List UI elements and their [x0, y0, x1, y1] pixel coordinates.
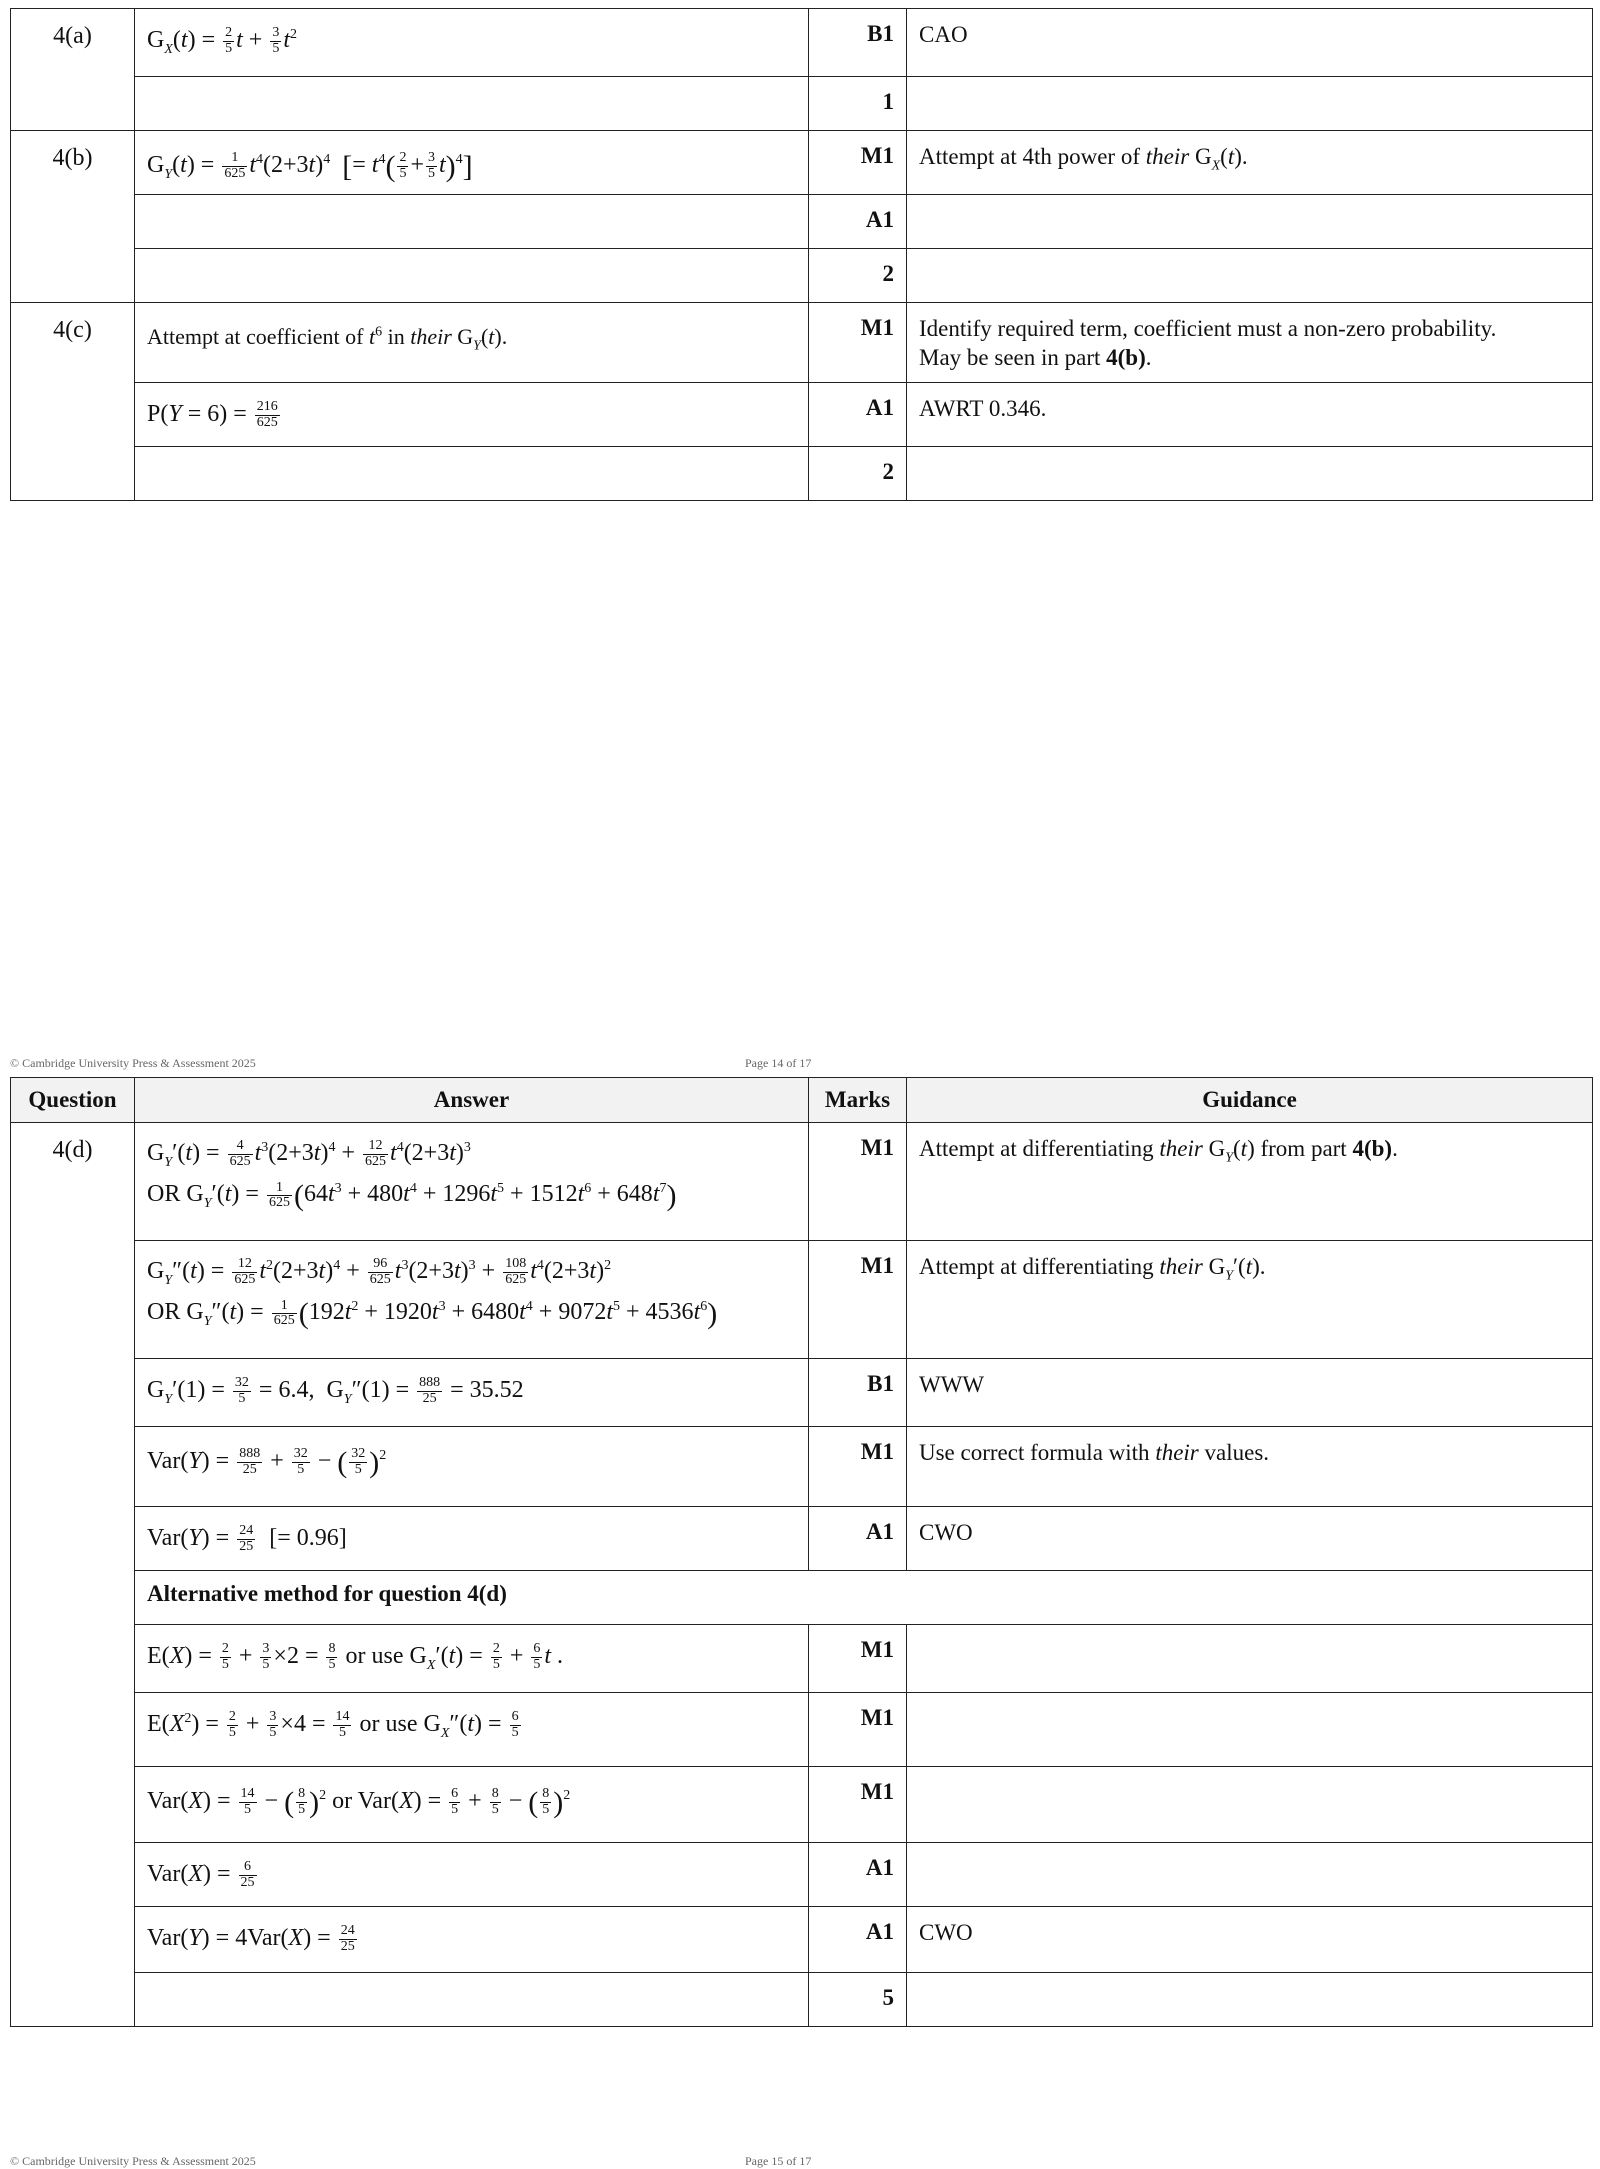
answer-cell: $G_Y(t)$ = $\frac{1}{625}$ $t^4(2+3t)^4$ [= $t^4$( $\frac{2}{5}$ + $\frac{3}{5}$ t)$^4$]: [135, 131, 809, 195]
header-answer: Answer: [135, 1078, 809, 1123]
mark-code: M1: [809, 1241, 907, 1359]
mark-code: B1: [809, 9, 907, 77]
mark-total: 5: [809, 1973, 907, 2027]
question-number: 4(b): [11, 131, 135, 303]
answer-cell: $G_Y'(t)$ = $\frac{4}{625}$ $t^3(2+3t)^4$ + $\frac{12}{625}$ $t^4(2+3t)^3$ OR $G_Y'(t)$ = $\frac{1}{625}$ $(64t^3 + 480t^4 + 1296t^5 + 1512t^6 + 648t^7)$: [135, 1123, 809, 1241]
header-guidance: Guidance: [907, 1078, 1593, 1123]
answer-cell: Var(Y) = $\frac{24}{25}$ [= 0.96]: [135, 1507, 809, 1571]
answer-cell: $E(X^2)$ = $\frac{2}{5}$ + $\frac{3}{5}$ ×4 = $\frac{14}{5}$ or use $G_X''(t)$ = $\frac{6}{5}$: [135, 1693, 809, 1767]
alternative-method-heading: Alternative method for question 4(d): [135, 1571, 1593, 1625]
mark-code: M1: [809, 303, 907, 383]
header-question: Question: [11, 1078, 135, 1123]
footer-page-number: Page 14 of 17: [745, 1056, 812, 1070]
guidance-cell: Attempt at 4th power of their $G_X(t)$.: [907, 131, 1593, 195]
mark-code: M1: [809, 1767, 907, 1843]
guidance-cell: Attempt at differentiating their $G_Y(t)$ from part 4(b).: [907, 1123, 1593, 1241]
mark-code: A1: [809, 383, 907, 447]
header-marks: Marks: [809, 1078, 907, 1123]
page-footer: [10, 1056, 812, 1071]
guidance-cell: WWW: [907, 1359, 1593, 1427]
question-number: 4(a): [11, 9, 135, 131]
page-footer: [10, 2154, 812, 2169]
answer-cell: Attempt at coefficient of $t^6$ in their $G_Y(t)$.: [135, 303, 809, 383]
footer-copyright: © Cambridge University Press & Assessment 2025: [10, 1056, 256, 1070]
answer-cell: Var(X) = $\frac{6}{25}$: [135, 1843, 809, 1907]
mark-code: B1: [809, 1359, 907, 1427]
answer-cell: $G_Y'(1)$ = $\frac{32}{5}$ = 6.4, $G_Y''(1)$ = $\frac{888}{25}$ = 35.52: [135, 1359, 809, 1427]
mark-scheme-table-top: [10, 8, 1593, 501]
mark-scheme-table-bottom: [10, 1077, 1593, 2027]
guidance-cell: CWO: [907, 1507, 1593, 1571]
answer-cell: E(X) = $\frac{2}{5}$ + $\frac{3}{5}$ ×2 = $\frac{8}{5}$ or use $G_X'(t)$ = $\frac{2}{5}$ + $\frac{6}{5}$ t .: [135, 1625, 809, 1693]
answer-cell: $G_Y''(t)$ = $\frac{12}{625}$ $t^2(2+3t)^4$ + $\frac{96}{625}$ $t^3(2+3t)^3$ + $\frac{108}{625}$ $t^4(2+3t)^2$ OR $G_Y''(t)$ = $\frac{1}{625}$ $(192t^2 + 1920t^3 + 6480t^4 + 9072t^5 + 4536t^6)$: [135, 1241, 809, 1359]
guidance-cell: CAO: [907, 9, 1593, 77]
guidance-cell: CWO: [907, 1907, 1593, 1973]
guidance-cell: Use correct formula with their values.: [907, 1427, 1593, 1507]
mark-total: 2: [809, 447, 907, 501]
question-number: 4(d): [11, 1123, 135, 2027]
answer-cell: Var(X) = $\frac{14}{5}$ − ( $\frac{8}{5}$ )$^2$ or Var(X) = $\frac{6}{5}$ + $\frac{8}{5}$ − ( $\frac{8}{5}$ )$^2$: [135, 1767, 809, 1843]
mark-code: M1: [809, 131, 907, 195]
mark-code: M1: [809, 1427, 907, 1507]
guidance-cell: Identify required term, coefficient must a non-zero probability. May be seen in part 4(b).: [907, 303, 1593, 383]
answer-cell: $G_X(t)$ = $\frac{2}{5}$ t + $\frac{3}{5}$ $t^2$: [135, 9, 809, 77]
mark-total: 2: [809, 249, 907, 303]
mark-code: M1: [809, 1693, 907, 1767]
mark-code: A1: [809, 195, 907, 249]
footer-page-number: Page 15 of 17: [745, 2154, 812, 2168]
answer-cell: Var(Y) = 4Var(X) = $\frac{24}{25}$: [135, 1907, 809, 1973]
mark-code: M1: [809, 1123, 907, 1241]
footer-copyright: © Cambridge University Press & Assessment 2025: [10, 2154, 256, 2168]
mark-code: M1: [809, 1625, 907, 1693]
question-number: 4(c): [11, 303, 135, 501]
answer-cell: Var(Y) = $\frac{888}{25}$ + $\frac{32}{5}$ − ( $\frac{32}{5}$ )$^2$: [135, 1427, 809, 1507]
mark-code: A1: [809, 1507, 907, 1571]
answer-cell: P(Y = 6) = $\frac{216}{625}$: [135, 383, 809, 447]
guidance-cell: AWRT 0.346.: [907, 383, 1593, 447]
mark-code: A1: [809, 1843, 907, 1907]
mark-code: A1: [809, 1907, 907, 1973]
mark-total: 1: [809, 77, 907, 131]
guidance-cell: Attempt at differentiating their $G_Y'(t)$.: [907, 1241, 1593, 1359]
